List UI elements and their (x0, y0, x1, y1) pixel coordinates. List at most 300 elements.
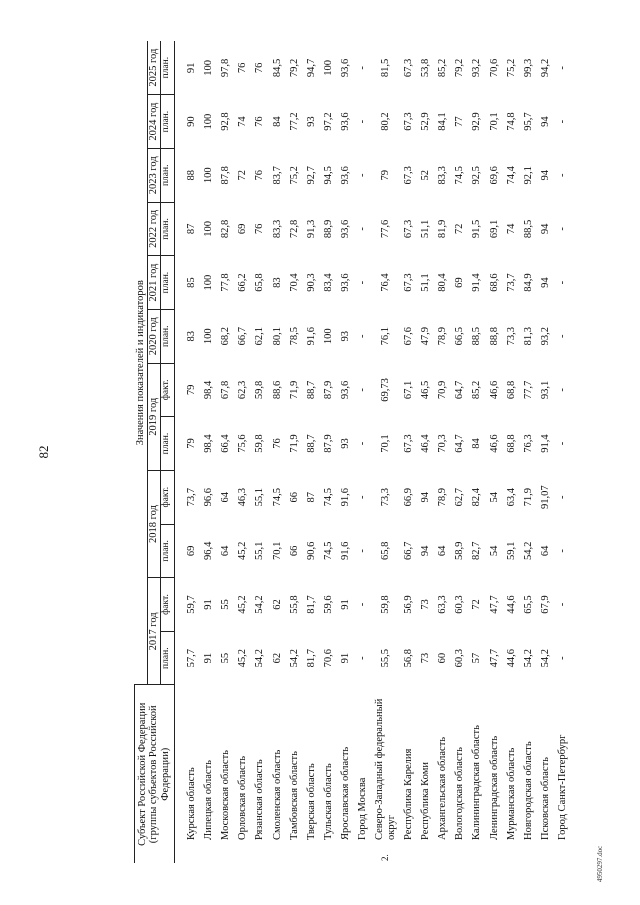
value-cell: 87 (185, 223, 197, 235)
subject-name: Республика Коми (419, 762, 431, 840)
plan-subheader: план. (160, 417, 174, 471)
value-cell: 59,8 (254, 380, 266, 400)
value-cell: 93,6 (340, 273, 352, 292)
value-cell: 68,6 (488, 273, 500, 292)
value-cell: - (557, 656, 569, 660)
value-cell: 57 (471, 652, 483, 664)
value-cell: 67,8 (219, 380, 231, 400)
value-cell: 76 (254, 223, 266, 235)
value-cell: 58,9 (454, 541, 466, 561)
subject-name: Орловская область (237, 755, 249, 840)
value-cell: 78,9 (437, 327, 449, 346)
row-number (537, 843, 554, 863)
value-cell: 70,6 (323, 648, 335, 668)
value-cell: 93 (340, 330, 352, 342)
value-cell: 76,1 (380, 327, 392, 346)
value-cell: 94,5 (323, 166, 335, 185)
value-cell: - (557, 549, 569, 553)
value-cell: 100 (202, 221, 214, 237)
value-cell: 85,2 (471, 380, 483, 400)
value-cell: 100 (202, 274, 214, 291)
value-cell: 93 (340, 438, 352, 449)
value-cell: 77,2 (288, 112, 300, 131)
plan-subheader: план. (160, 41, 174, 95)
value-cell: 73,7 (185, 488, 197, 507)
value-cell: 46,6 (488, 434, 500, 453)
value-cell: 91 (202, 599, 214, 610)
value-cell: - (557, 602, 569, 607)
subject-name: Новгородская область (522, 741, 534, 840)
subject-name: Рязанская область (254, 759, 266, 840)
subject-name: Город Москва (357, 777, 369, 840)
indicators-table (134, 41, 571, 863)
value-cell: 92,7 (305, 166, 317, 185)
value-cell: 47,7 (488, 648, 500, 668)
value-cell: - (357, 66, 369, 70)
value-cell: 70,4 (288, 273, 300, 292)
value-cell: 92,8 (219, 112, 231, 131)
table-row (372, 41, 400, 863)
table-row (434, 41, 451, 863)
value-cell: 67,9 (540, 595, 552, 614)
value-cell: 94 (540, 223, 552, 235)
value-cell: 65,8 (380, 541, 392, 561)
table-row (537, 41, 554, 863)
row-number (337, 843, 354, 863)
value-cell: 95,7 (522, 112, 534, 131)
value-cell: 74,5 (271, 488, 283, 507)
year-header: 2025 год (147, 41, 160, 95)
subject-name: Архангельская область (437, 736, 449, 840)
value-cell: 73,3 (505, 327, 517, 346)
value-cell: 91,6 (305, 327, 317, 346)
subject-name: Тульская область (323, 763, 335, 840)
value-cell: 71,9 (522, 488, 534, 507)
value-cell: 46,4 (419, 434, 431, 453)
value-cell: 73 (419, 652, 431, 664)
value-cell: 80,1 (271, 327, 283, 346)
value-cell: 87,9 (323, 434, 335, 453)
value-cell: 63,3 (437, 595, 449, 614)
value-cell: 54,2 (522, 648, 534, 668)
value-cell: 64 (219, 545, 231, 557)
table-row (234, 41, 251, 863)
value-cell: 83,4 (323, 273, 335, 292)
table-row (200, 41, 217, 863)
value-cell: 66,4 (219, 434, 231, 453)
value-cell: 93,6 (340, 58, 352, 78)
value-cell: 47,9 (419, 327, 431, 346)
value-cell: 98,4 (202, 434, 214, 453)
value-cell: 67,3 (402, 58, 414, 78)
value-cell: 66,7 (402, 541, 414, 561)
value-cell: 83,7 (271, 166, 283, 185)
value-cell: 57,7 (185, 648, 197, 668)
subject-name: Город Санкт-Петербург (557, 734, 569, 840)
table-row (320, 41, 337, 863)
value-cell: 73,3 (380, 488, 392, 507)
value-cell: 45,2 (237, 648, 249, 668)
value-cell: 52 (419, 170, 431, 181)
value-cell: 84 (471, 438, 483, 449)
value-cell: 66,5 (454, 327, 466, 346)
value-cell: 70,9 (437, 380, 449, 400)
value-cell: 55,5 (380, 648, 392, 668)
value-cell: 79,2 (454, 58, 466, 78)
value-cell: 60,3 (454, 648, 466, 668)
value-cell: 60 (437, 652, 449, 664)
value-cell: 70,1 (488, 112, 500, 131)
value-cell: 67,3 (402, 219, 414, 239)
subject-name: Вологодская область (454, 747, 466, 840)
value-cell: 60,3 (454, 595, 466, 614)
value-cell: - (357, 656, 369, 660)
plan-subheader: план. (160, 256, 174, 310)
table-row (337, 41, 354, 863)
value-cell: 93,2 (540, 327, 552, 346)
row-number (200, 843, 217, 863)
value-cell: 91,4 (540, 434, 552, 453)
value-cell: 76 (237, 62, 249, 74)
value-cell: 79 (185, 384, 197, 396)
value-cell: 91,5 (471, 219, 483, 239)
value-cell: 59,7 (185, 595, 197, 614)
subject-name: Мурманская область (505, 747, 517, 840)
value-cell: 69 (237, 223, 249, 235)
value-cell: 81,7 (305, 595, 317, 614)
value-cell: - (357, 602, 369, 607)
plan-subheader: план. (160, 202, 174, 256)
fact-subheader: факт. (160, 470, 174, 524)
value-cell: 76 (254, 116, 266, 127)
value-cell: 47,7 (488, 595, 500, 614)
value-cell: - (557, 119, 569, 124)
value-cell: 76 (271, 438, 283, 449)
fact-subheader: факт. (160, 363, 174, 417)
value-cell: 59,6 (323, 595, 335, 614)
row-number (468, 843, 485, 863)
row-number (303, 843, 320, 863)
subject-name: Калининградская область (471, 725, 483, 840)
value-cell: 62 (271, 599, 283, 610)
value-cell: - (357, 119, 369, 124)
value-cell: 94 (540, 116, 552, 127)
value-cell: 69 (185, 545, 197, 557)
value-cell: 70,6 (488, 58, 500, 78)
value-cell: 44,6 (505, 648, 517, 668)
value-cell: 87,8 (219, 166, 231, 185)
row-number (554, 843, 571, 863)
value-cell: - (557, 388, 569, 392)
value-cell: 74 (237, 116, 249, 127)
value-cell: 62,7 (454, 488, 466, 507)
fact-subheader: факт. (160, 578, 174, 632)
values-group-header: Значения показателей и индикаторов (135, 41, 148, 685)
value-cell: 96,6 (202, 488, 214, 507)
year-header: 2024 год (147, 95, 160, 149)
value-cell: 83,3 (271, 219, 283, 239)
value-cell: - (557, 280, 569, 285)
value-cell: 44,6 (505, 595, 517, 614)
value-cell: 62 (271, 652, 283, 664)
value-cell: 87,9 (323, 380, 335, 400)
value-cell: 71,9 (288, 434, 300, 453)
value-cell: 94 (419, 545, 431, 557)
value-cell: 100 (323, 60, 335, 76)
value-cell: 91,07 (540, 485, 552, 510)
value-cell: - (357, 388, 369, 392)
value-cell: 54,2 (522, 541, 534, 561)
value-cell: - (357, 334, 369, 338)
value-cell: 45,2 (237, 541, 249, 561)
table-row (451, 41, 468, 863)
spacer-row (174, 41, 183, 863)
value-cell: 67,1 (402, 380, 414, 400)
value-cell: 77,7 (522, 380, 534, 400)
value-cell: 83,3 (437, 166, 449, 185)
value-cell: 92,5 (471, 166, 483, 185)
value-cell: 80,4 (437, 273, 449, 292)
page-number: 82 (36, 445, 51, 459)
subject-column-header: Субъект Российской Федерации (группы субъектов Российской Федерации) (135, 685, 175, 863)
value-cell: 82,4 (471, 488, 483, 507)
value-cell: 54 (488, 545, 500, 557)
value-cell: 88,5 (471, 327, 483, 346)
value-cell: 93 (305, 116, 317, 127)
value-cell: 97,8 (219, 58, 231, 78)
value-cell: 74,4 (505, 166, 517, 185)
value-cell: 94 (419, 491, 431, 503)
value-cell: 82,8 (219, 219, 231, 239)
value-cell: 66,2 (237, 273, 249, 292)
value-cell: 67,3 (402, 166, 414, 185)
value-cell: 88,9 (323, 219, 335, 239)
subject-name: Ленинградская область (488, 735, 500, 840)
value-cell: 75,2 (288, 166, 300, 185)
value-cell: 56,8 (402, 648, 414, 668)
value-cell: 74,5 (323, 488, 335, 507)
subject-name: Тверская область (305, 763, 317, 840)
value-cell: 55 (219, 652, 231, 664)
value-cell: 90,3 (305, 273, 317, 292)
row-number (417, 843, 434, 863)
value-cell: 69,73 (380, 378, 392, 402)
value-cell: 52,9 (419, 112, 431, 131)
value-cell: - (557, 334, 569, 338)
subject-name: Смоленская область (271, 749, 283, 840)
value-cell: 88,7 (305, 434, 317, 453)
value-cell: 46,5 (419, 380, 431, 400)
value-cell: 93,6 (340, 166, 352, 185)
value-cell: 70,1 (380, 434, 392, 453)
table-row (183, 41, 200, 863)
year-header: 2018 год (147, 470, 160, 577)
value-cell: 76,3 (522, 434, 534, 453)
value-cell: 98,4 (202, 380, 214, 400)
plan-subheader: план. (160, 309, 174, 363)
table-row (268, 41, 285, 863)
subject-name: Липецкая область (202, 760, 214, 840)
row-number (286, 843, 303, 863)
value-cell: 64 (437, 545, 449, 557)
value-cell: 66,7 (237, 327, 249, 346)
value-cell: 54,2 (288, 648, 300, 668)
value-cell: 74,8 (505, 112, 517, 131)
value-cell: 72 (237, 170, 249, 181)
value-cell: 94,7 (305, 58, 317, 78)
value-cell: 70,3 (437, 434, 449, 453)
value-cell: 46,6 (488, 380, 500, 400)
spacer-cell (174, 41, 183, 863)
value-cell: 62,1 (254, 327, 266, 346)
value-cell: 68,8 (505, 434, 517, 453)
value-cell: 88,5 (522, 219, 534, 239)
value-cell: 94,2 (540, 58, 552, 78)
value-cell: 66,9 (402, 488, 414, 507)
subject-name: Тамбовская область (288, 751, 300, 840)
value-cell: 69 (454, 277, 466, 288)
value-cell: 76,4 (380, 273, 392, 292)
value-cell: - (357, 227, 369, 231)
row-number (520, 843, 537, 863)
value-cell: 84 (271, 116, 283, 127)
value-cell: 91 (185, 62, 197, 74)
value-cell: 72,8 (288, 219, 300, 239)
value-cell: 67,3 (402, 112, 414, 131)
value-cell: 64,7 (454, 434, 466, 453)
table-row (354, 41, 371, 863)
subject-name: Московская область (219, 750, 231, 840)
value-cell: 84,9 (522, 273, 534, 292)
value-cell: 45,2 (237, 595, 249, 614)
value-cell: 87 (305, 491, 317, 503)
value-cell: 77,6 (380, 219, 392, 239)
value-cell: 100 (202, 167, 214, 184)
value-cell: 46,3 (237, 488, 249, 507)
value-cell: 66 (288, 545, 300, 557)
value-cell: 62,3 (237, 380, 249, 400)
value-cell: 85,2 (437, 58, 449, 78)
value-cell: 76 (254, 62, 266, 74)
row-number (234, 843, 251, 863)
value-cell: 90,6 (305, 541, 317, 561)
table-body (174, 41, 571, 863)
value-cell: 68,2 (219, 327, 231, 346)
value-cell: 100 (202, 60, 214, 76)
value-cell: 55,1 (254, 488, 266, 507)
value-cell: 54 (488, 491, 500, 503)
row-number (268, 843, 285, 863)
value-cell: 91 (202, 652, 214, 664)
value-cell: 85 (185, 277, 197, 288)
value-cell: 74,5 (323, 541, 335, 561)
value-cell: 69,6 (488, 166, 500, 185)
value-cell: - (357, 549, 369, 553)
value-cell: - (357, 495, 369, 499)
year-header: 2017 год (147, 578, 160, 685)
value-cell: 94 (540, 277, 552, 288)
value-cell: 51,1 (419, 219, 431, 239)
table-row (217, 41, 234, 863)
rotated-table-area (134, 41, 610, 863)
value-cell: 73,7 (505, 273, 517, 292)
value-cell: 83 (185, 330, 197, 342)
value-cell: 71,9 (288, 380, 300, 400)
value-cell: 97,2 (323, 112, 335, 131)
value-cell: - (357, 441, 369, 446)
value-cell: 73 (419, 599, 431, 610)
value-cell: 93,2 (471, 58, 483, 78)
value-cell: 81,5 (380, 58, 392, 78)
row-number (434, 843, 451, 863)
value-cell: 64,7 (454, 380, 466, 400)
row-number (503, 843, 520, 863)
subject-name: Северо-Западный федеральный округ (374, 698, 397, 840)
value-cell: 55,8 (288, 595, 300, 614)
value-cell: 56,9 (402, 595, 414, 614)
value-cell: 59,1 (505, 541, 517, 561)
value-cell: 84,1 (437, 112, 449, 131)
value-cell: 53,8 (419, 58, 431, 78)
row-number (217, 843, 234, 863)
value-cell: 69,1 (488, 219, 500, 239)
value-cell: 74 (505, 223, 517, 235)
value-cell: 91,4 (471, 273, 483, 292)
value-cell: 76 (254, 170, 266, 181)
row-number (320, 843, 337, 863)
table-row (417, 41, 434, 863)
table-row (400, 41, 417, 863)
value-cell: 66 (288, 491, 300, 503)
table-row (503, 41, 520, 863)
value-cell: 79 (380, 170, 392, 181)
value-cell: 65,5 (522, 595, 534, 614)
subject-name: Ярославская область (340, 746, 352, 840)
value-cell: 78,5 (288, 327, 300, 346)
value-cell: 93,6 (340, 380, 352, 400)
value-cell: 91 (340, 652, 352, 664)
value-cell: 83 (271, 277, 283, 288)
value-cell: 93,6 (340, 219, 352, 239)
value-cell: 72 (454, 223, 466, 235)
value-cell: 88,8 (488, 327, 500, 346)
row-number (486, 843, 503, 863)
value-cell: 79,2 (288, 58, 300, 78)
year-header: 2020 год (147, 309, 160, 363)
year-header: 2023 год (147, 148, 160, 202)
document-id: 4950297.doc (596, 845, 604, 883)
table-row (286, 41, 303, 863)
value-cell: 77 (454, 116, 466, 127)
value-cell: - (557, 66, 569, 70)
plan-subheader: план. (160, 631, 174, 685)
value-cell: 68,8 (505, 380, 517, 400)
value-cell: 93,6 (340, 112, 352, 131)
row-number: 2. (379, 854, 390, 861)
year-header: 2019 год (147, 363, 160, 470)
value-cell: 65,8 (254, 273, 266, 292)
subject-name: Псковская область (540, 757, 552, 840)
value-cell: 54,2 (254, 595, 266, 614)
table-row (520, 41, 537, 863)
value-cell: - (557, 173, 569, 178)
plan-subheader: план. (160, 95, 174, 149)
value-cell: 70,1 (271, 541, 283, 561)
value-cell: 94 (540, 170, 552, 181)
value-cell: 78,9 (437, 488, 449, 507)
value-cell: 75,6 (237, 434, 249, 453)
value-cell: 54,2 (540, 648, 552, 668)
